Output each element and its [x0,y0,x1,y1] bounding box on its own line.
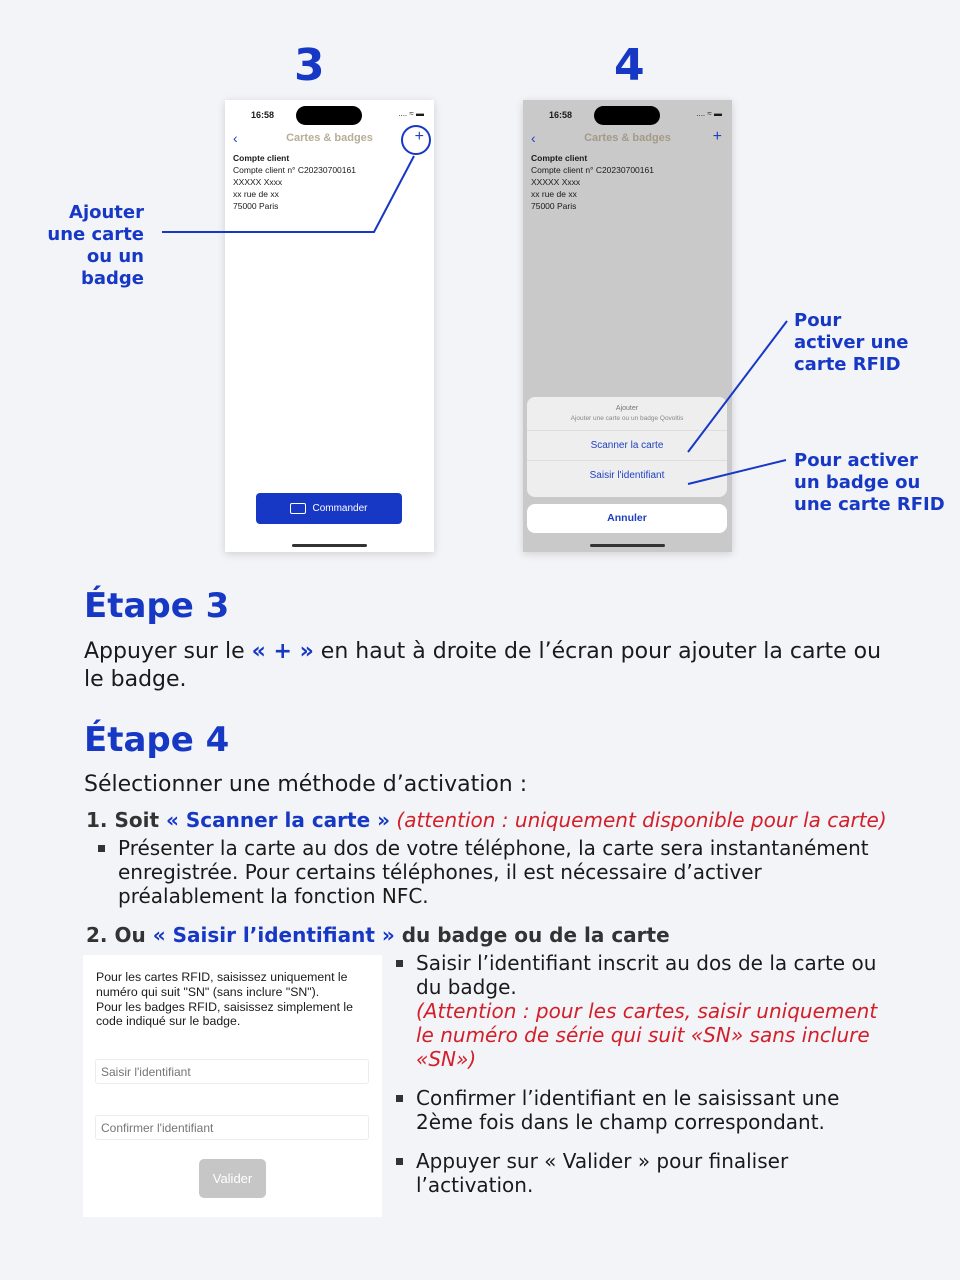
status-icons: .... ≈ ▬ [696,109,722,118]
identifier-input[interactable] [95,1059,369,1084]
bullet-confirm: Confirmer l’identifiant en le saisissant une 2ème fois dans le champ correspondant. [416,1086,866,1134]
add-pointer-line [162,156,414,232]
bullet-enter [416,951,886,1071]
annotation-enter [794,450,945,516]
status-icons: .... ≈ ▬ [398,109,424,118]
account-name: XXXXX Xxxx [531,177,581,187]
annotation-scan [794,310,909,376]
scan-reference: « Scanner la carte » [166,808,391,832]
form-info: Pour les cartes RFID, saisissez uniquement le numéro qui suit "SN" (sans inclure "SN"). Pour les badges RFID, saisissez simplement le code indiqué sur le badge. [96,970,353,1029]
step3-heading: Étape 3 [84,586,230,626]
option-1 [86,806,887,834]
enter-reference: « Saisir l’identifiant » [152,923,395,947]
annotation-line: activer une [794,332,909,353]
annotation-line: carte RFID [794,354,901,375]
cancel-button[interactable]: Annuler [527,504,727,533]
account-number: Compte client n° C20230700161 [531,165,654,175]
order-label: Commander [312,503,368,514]
account-street: xx rue de xx [531,189,577,199]
account-number: Compte client n° C20230700161 [233,165,356,175]
annotation-line: badge [80,268,144,289]
bullet-scan: Présenter la carte au dos de votre téléphone, la carte sera instantanément enregistrée. Pour certains téléphones, il est nécessaire d’activer préalablement la fonction NFC. [118,836,878,908]
step-number-4: 4 [614,40,645,91]
warning: (attention : uniquement disponible pour la carte) [390,808,887,832]
account-heading: Compte client [531,153,588,163]
sheet-title: Ajouter [615,405,639,412]
annotation-line: un badge ou [794,472,921,493]
annotation-line: Ajouter [69,202,144,223]
bullet-validate: Appuyer sur « Valider » pour finaliser l’activation. [416,1149,866,1197]
text: 2. Ou [86,923,153,947]
annotation-line: Pour [794,310,842,331]
step3-text [84,638,884,694]
add-icon[interactable]: + [712,128,722,145]
back-icon[interactable]: ‹ [531,130,536,146]
enter-id-option[interactable]: Saisir l'identifiant [589,470,665,481]
screen-title: Cartes & badges [286,132,373,144]
text: Saisir l’identifiant inscrit au dos de la carte ou du badge. [416,951,877,999]
validate-button[interactable]: Valider [199,1159,266,1198]
enter-pointer-line [688,460,786,484]
account-city: 75000 Paris [531,201,577,211]
scan-card-option[interactable]: Scanner la carte [527,431,727,461]
text: Appuyer sur le [84,639,252,664]
clock: 16:58 [251,110,275,120]
annotation-add [47,202,144,290]
add-icon[interactable]: + [414,128,424,145]
step4-heading: Étape 4 [84,720,230,760]
annotation-line: ou un [86,246,144,267]
sheet-subtitle: Ajouter une carte ou un badge Qovoltis [527,415,727,431]
identifier-form [83,955,382,1217]
annotation-line: Pour activer [794,450,918,471]
account-street: xx rue de xx [233,189,279,199]
account-city: 75000 Paris [233,201,279,211]
back-icon[interactable]: ‹ [233,130,238,146]
step4-intro: Sélectionner une méthode d’activation : [84,772,528,797]
text: 1. Soit [86,808,166,832]
screen-title: Cartes & badges [584,132,671,144]
scan-pointer-line [688,321,787,452]
step-number-3: 3 [294,40,325,91]
annotation-line: une carte RFID [794,494,945,515]
clock: 16:58 [549,110,573,120]
account-name: XXXXX Xxxx [233,177,283,187]
text: en haut à droite de l’écran pour ajouter la carte ou le badge. [84,639,882,692]
option-2 [86,921,670,949]
text: du badge ou de la carte [394,923,670,947]
annotation-line: une carte [47,224,144,245]
warning: (Attention : pour les cartes, saisir uniquement le numéro de série qui suit «SN» sans inclure «SN») [416,999,878,1071]
confirm-identifier-input[interactable] [95,1115,369,1140]
account-heading: Compte client [233,153,290,163]
plus-reference: « + » [251,639,314,664]
